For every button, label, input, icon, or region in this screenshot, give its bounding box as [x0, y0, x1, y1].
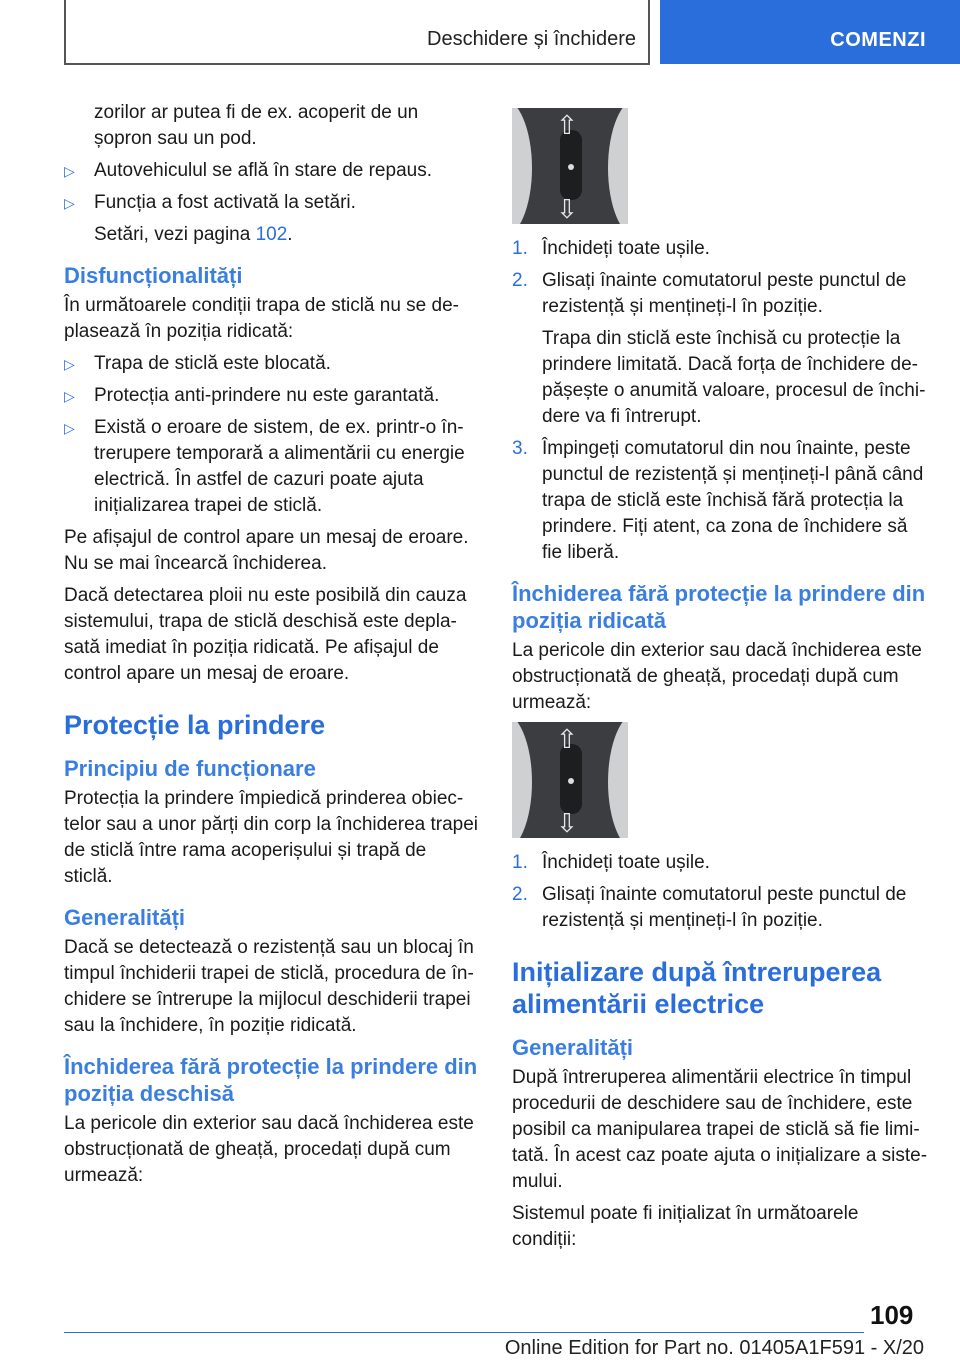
- paragraph: Pe afișajul de control apare un mesaj de eroare. Nu se mai încearcă închiderea.: [64, 527, 469, 574]
- paragraph: În următoarele condiții trapa de sticlă nu se deplasează în poziția ridicată:: [64, 295, 459, 342]
- paragraph: După întreruperea alimentării electrice în timpul procedurii de deschidere sau de închidere, este posibil ca manipularea trapei de sticlă să fie limitată. În acest caz poate ajuta o inițializare a sistemului.: [512, 1067, 928, 1192]
- heading-initializare: Inițializare după întreruperea alimentării electrice: [512, 957, 882, 1019]
- bullet-item: ▷ Există o eroare de sistem, de ex. printr-o întrerupere temporară a alimentării cu energie electrică. În astfel de cazuri poate ajuta inițializarea trapei de sticlă.: [64, 417, 465, 516]
- heading-generalitati: Generalități: [512, 1035, 634, 1060]
- header-chapter-label: COMENZI: [830, 29, 926, 51]
- paragraph: Dacă se detectează o rezistență sau un blocaj în timpul închiderii trapei de sticlă, procedura de închidere se întrerupe la mijlocul deschiderii trapei sau la închidere, în poziție ridicată.: [64, 937, 474, 1036]
- heading-generalitati: Generalități: [64, 905, 186, 930]
- heading-inchidere-deschisa: Închiderea fără protecție la prindere din poziția deschisă: [64, 1054, 478, 1106]
- header-chapter-tab: [660, 0, 960, 64]
- bullet-item: ▷ Protecția anti-prindere nu este garantată.: [64, 383, 480, 409]
- step-item: 1. Închideți toate ușile.: [512, 852, 710, 873]
- heading-disfunctionalitati: Disfuncționalități: [64, 263, 243, 288]
- page-link[interactable]: 102: [255, 224, 288, 245]
- roof-switch-illustration: [512, 108, 628, 224]
- triangle-bullet-icon: ▷: [64, 163, 75, 179]
- left-column: [64, 100, 480, 1195]
- footer-edition: Online Edition for Part no. 01405A1F591 - X/20: [504, 1337, 924, 1359]
- bullet-item: ▷ Trapa de sticlă este blocată.: [64, 351, 480, 377]
- paragraph: Dacă detectarea ploii nu este posibilă din cauza sistemului, trapa de sticlă deschisă este deplasată imediat în poziția ridicată. Pe afișajul de control apare un mesaj de eroare.: [64, 585, 467, 684]
- continued-text: zorilor ar putea fi de ex. acoperit de un șopron sau un pod.: [94, 102, 419, 149]
- roof-switch-illustration: [512, 722, 628, 838]
- paragraph: Sistemul poate fi inițializat în următoarele condiții:: [512, 1203, 859, 1250]
- triangle-bullet-icon: ▷: [64, 356, 75, 372]
- right-column: [512, 108, 928, 1259]
- heading-inchidere-ridicata: Închiderea fără protecție la prindere din poziția ridicată: [512, 581, 926, 633]
- step-item: 1. Închideți toate ușile.: [512, 238, 710, 259]
- paragraph: Protecția la prindere împiedică prinderea obiectelor sau a unor părți din corp la închiderea trapei de sticlă între rama acoperișului și trapă de sticlă.: [64, 788, 479, 887]
- paragraph: La pericole din exterior sau dacă închiderea este obstrucționată de gheață, procedați după cum urmează:: [512, 640, 922, 713]
- page-number: 109: [870, 1300, 914, 1330]
- step-item: 2. Glisați înainte comutatorul peste punctul de rezistență și mențineți-l în poziție.: [512, 884, 907, 931]
- triangle-bullet-icon: ▷: [64, 388, 75, 404]
- bullet-item: ▷ Autovehiculul se află în stare de repaus.: [64, 158, 480, 184]
- arrow-down-icon: ⇩: [556, 194, 578, 224]
- heading-principiu: Principiu de funcționare: [64, 756, 316, 781]
- triangle-bullet-icon: ▷: [64, 195, 75, 211]
- heading-protectie-la-prindere: Protecție la prindere: [64, 710, 326, 740]
- step-note: Trapa din sticlă este închisă cu protecție la prindere limitată. Dacă forța de închidere depășește o anumită valoare, procesul de închidere va fi întrerupt.: [542, 328, 926, 427]
- footer-rule: [64, 1332, 864, 1333]
- step-item: 2. Glisați înainte comutatorul peste punctul de rezistență și mențineți-l în poziție.: [512, 270, 907, 317]
- header-section-title: Deschidere și închidere: [427, 28, 636, 50]
- arrow-up-icon: ⇧: [556, 724, 578, 754]
- arrow-down-icon: ⇩: [556, 808, 578, 838]
- paragraph: La pericole din exterior sau dacă închiderea este obstrucționată de gheață, procedați după cum urmează:: [64, 1113, 474, 1186]
- settings-reference: Setări, vezi pagina 102.: [94, 224, 293, 245]
- bullet-item: ▷ Funcția a fost activată la setări.: [64, 190, 480, 216]
- step-item: 3. Împingeți comutatorul din nou înainte, peste punctul de rezistență și mențineți-l până când trapa de sticlă este închisă fără protecția la prindere. Fiți atent, ca zona de închidere să fie liberă.: [512, 438, 924, 563]
- triangle-bullet-icon: ▷: [64, 420, 75, 436]
- header-rule-divider: [648, 0, 650, 64]
- header-rule-bottom: [64, 63, 650, 65]
- arrow-up-icon: ⇧: [556, 110, 578, 140]
